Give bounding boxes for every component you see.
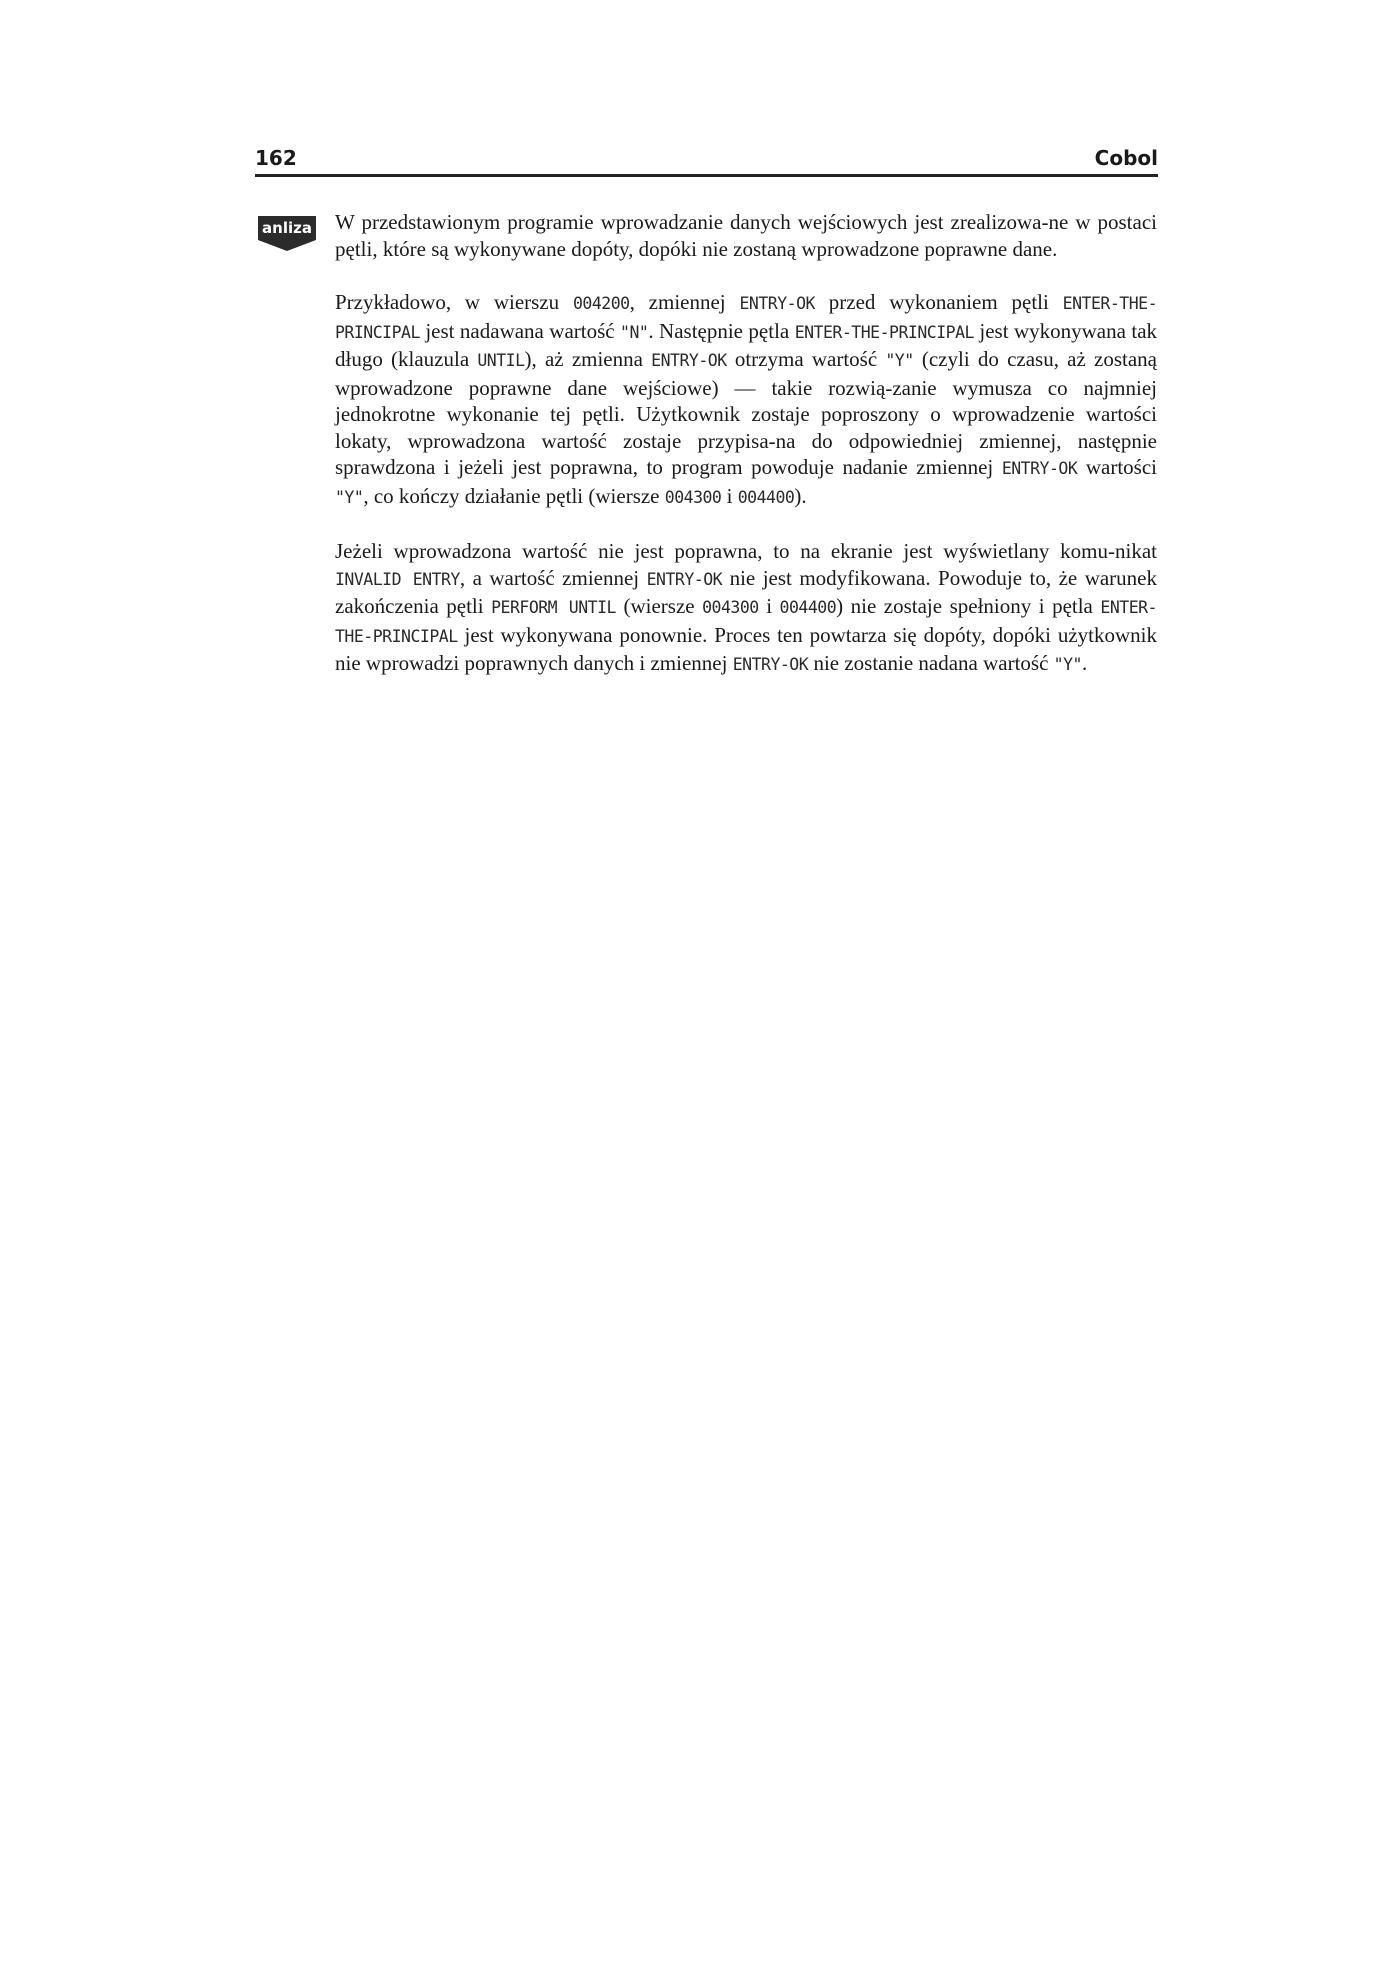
inline-code: 004400 — [779, 598, 837, 617]
text-run: otrzyma wartość — [726, 347, 886, 371]
text-run: (wiersze — [615, 594, 703, 618]
page-number: 162 — [255, 146, 297, 170]
text-run: przed wykonaniem pętli — [814, 290, 1063, 314]
text-run: jest wykonywana tak długo (klauzula — [335, 318, 1158, 371]
running-title: Cobol — [1094, 146, 1158, 170]
inline-code: UNTIL — [477, 351, 525, 370]
analysis-tab-label: anliza — [262, 219, 312, 237]
text-run: ). — [794, 483, 807, 508]
paragraph — [335, 289, 1157, 511]
text-run: jest wykonywana ponownie. Proces ten powtarza się dopóty, dopóki użytkownik nie wprowadzi poprawnych danych i zmiennej — [335, 622, 1157, 675]
text-run: nie zostanie nadana wartość — [808, 651, 1054, 675]
text-run: , a wartość zmiennej — [459, 565, 647, 590]
text-run: jest nadawana wartość — [419, 318, 621, 343]
inline-code: ENTRY-OK — [739, 294, 815, 313]
text-run: Przykładowo, w wierszu — [335, 290, 573, 314]
paragraph — [335, 209, 1157, 262]
text-run: . Następnie pętla — [648, 318, 795, 343]
inline-code: 004300 — [702, 598, 759, 617]
text-run: ), aż zmienna — [524, 347, 652, 371]
inline-code: ENTRY-OK — [646, 569, 723, 589]
text-run: wartości — [1077, 455, 1157, 479]
inline-code: ENTER-THE-PRINCIPAL — [794, 322, 974, 342]
text-run: . — [1081, 651, 1088, 675]
inline-code: "N" — [620, 322, 649, 342]
inline-code: "Y" — [335, 487, 364, 507]
inline-code: ENTRY-OK — [1001, 459, 1078, 478]
inline-code: 004300 — [664, 487, 722, 507]
inline-code: "Y" — [885, 351, 914, 370]
inline-code: ENTER-THE-PRINCIPAL — [335, 598, 1157, 646]
inline-code: 004200 — [573, 294, 630, 313]
text-run: , co kończy działanie pętli (wiersze — [363, 483, 665, 508]
inline-code: ENTER-THE-PRINCIPAL — [335, 294, 1158, 342]
text-run: nie jest modyfikowana. Powoduje to, że warunek zakończenia pętli — [335, 565, 1157, 618]
text-run: i — [758, 594, 780, 618]
body-text — [335, 209, 1157, 706]
inline-code: PERFORM UNTIL — [491, 598, 616, 617]
inline-code: INVALID ENTRY — [335, 569, 460, 589]
inline-code: ENTRY-OK — [651, 351, 727, 370]
text-run: (czyli do czasu, aż zostaną wprowadzone poprawne dane wejściowe) — takie rozwią-zanie wymusza co najmniej jednokrotne wykonanie tej pętli. Użytkownik zostaje poproszony o wprowadzenie wartości lokaty, wprowadzona wartość zostaje przypisa-na do odpowiedniej zmiennej, następnie sprawdzona i jeżeli jest poprawna, to program powoduje nadanie zmiennej — [335, 347, 1157, 479]
paragraph — [335, 538, 1157, 679]
text-run: i — [721, 483, 738, 508]
text-run: ) nie zostaje spełniony i pętla — [836, 594, 1101, 618]
text-run: , zmiennej — [629, 290, 740, 314]
text-run: Jeżeli wprowadzona wartość nie jest poprawna, to na ekranie jest wyświetlany komu-nikat — [335, 539, 1157, 563]
text-run: W przedstawionym programie wprowadzanie danych wejściowych jest zrealizowa-ne w postaci pętli, które są wykonywane dopóty, dopóki nie zostaną wprowadzone poprawne dane. — [335, 210, 1157, 261]
page-header — [255, 146, 1158, 177]
inline-code: "Y" — [1053, 655, 1082, 674]
analysis-tab-icon — [256, 214, 318, 254]
inline-code: 004400 — [737, 487, 795, 507]
inline-code: ENTRY-OK — [732, 655, 809, 674]
